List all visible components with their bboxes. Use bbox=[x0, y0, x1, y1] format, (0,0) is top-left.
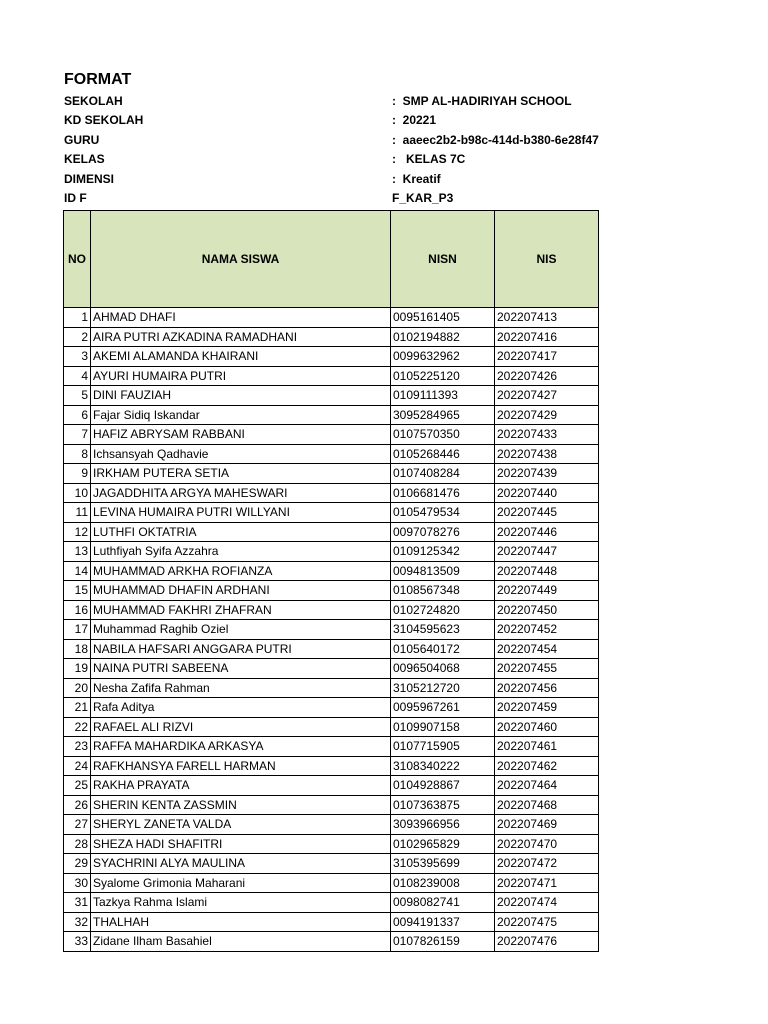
student-nis: 202207440 bbox=[495, 483, 599, 503]
row-number: 28 bbox=[64, 834, 91, 854]
student-nisn: 0105479534 bbox=[391, 503, 495, 523]
student-name: Ichsansyah Qadhavie bbox=[91, 444, 391, 464]
info-label: DIMENSI bbox=[64, 172, 115, 186]
row-number: 24 bbox=[64, 756, 91, 776]
student-nis: 202207438 bbox=[495, 444, 599, 464]
row-number: 2 bbox=[64, 327, 91, 347]
row-number: 7 bbox=[64, 425, 91, 445]
info-value: : SMP AL-HADIRIYAH SCHOOL bbox=[392, 94, 572, 108]
table-row bbox=[64, 815, 599, 835]
student-name: Syalome Grimonia Maharani bbox=[91, 873, 391, 893]
table-row bbox=[64, 503, 599, 523]
table-row bbox=[64, 776, 599, 796]
student-name: DINI FAUZIAH bbox=[91, 386, 391, 406]
row-number: 10 bbox=[64, 483, 91, 503]
student-name: Rafa Aditya bbox=[91, 698, 391, 718]
row-number: 31 bbox=[64, 893, 91, 913]
student-nis: 202207462 bbox=[495, 756, 599, 776]
table-row bbox=[64, 522, 599, 542]
table-row bbox=[64, 639, 599, 659]
table-row bbox=[64, 834, 599, 854]
student-name: Fajar Sidiq Iskandar bbox=[91, 405, 391, 425]
student-name: SHERYL ZANETA VALDA bbox=[91, 815, 391, 835]
table-header-row bbox=[64, 211, 599, 308]
student-name: LEVINA HUMAIRA PUTRI WILLYANI bbox=[91, 503, 391, 523]
table-row bbox=[64, 795, 599, 815]
student-nis: 202207439 bbox=[495, 464, 599, 484]
row-number: 6 bbox=[64, 405, 91, 425]
student-name: SHERIN KENTA ZASSMIN bbox=[91, 795, 391, 815]
student-name: MUHAMMAD DHAFIN ARDHANI bbox=[91, 581, 391, 601]
table-row bbox=[64, 932, 599, 952]
student-nis: 202207417 bbox=[495, 347, 599, 367]
row-number: 9 bbox=[64, 464, 91, 484]
student-nis: 202207455 bbox=[495, 659, 599, 679]
student-name: RAKHA PRAYATA bbox=[91, 776, 391, 796]
student-nis: 202207433 bbox=[495, 425, 599, 445]
student-name: THALHAH bbox=[91, 912, 391, 932]
student-nis: 202207429 bbox=[495, 405, 599, 425]
student-nisn: 0109125342 bbox=[391, 542, 495, 562]
info-value: : Kreatif bbox=[392, 172, 441, 186]
student-name: RAFKHANSYA FARELL HARMAN bbox=[91, 756, 391, 776]
student-nisn: 0109111393 bbox=[391, 386, 495, 406]
info-label: KD SEKOLAH bbox=[64, 113, 144, 127]
info-value: F_KAR_P3 bbox=[392, 191, 454, 205]
student-nisn: 0102194882 bbox=[391, 327, 495, 347]
student-nis: 202207449 bbox=[495, 581, 599, 601]
student-name: MUHAMMAD ARKHA ROFIANZA bbox=[91, 561, 391, 581]
info-value: : aaeec2b2-b98c-414d-b380-6e28f47 bbox=[392, 133, 599, 147]
student-nis: 202207413 bbox=[495, 308, 599, 328]
table-row bbox=[64, 893, 599, 913]
info-label: SEKOLAH bbox=[64, 94, 123, 108]
student-name: AKEMI ALAMANDA KHAIRANI bbox=[91, 347, 391, 367]
table-row bbox=[64, 327, 599, 347]
student-nisn: 0107408284 bbox=[391, 464, 495, 484]
student-name: Luthfiyah Syifa Azzahra bbox=[91, 542, 391, 562]
table-row bbox=[64, 698, 599, 718]
row-number: 12 bbox=[64, 522, 91, 542]
table-row bbox=[64, 366, 599, 386]
student-nisn: 0104928867 bbox=[391, 776, 495, 796]
student-name: SYACHRINI ALYA MAULINA bbox=[91, 854, 391, 874]
student-nisn: 0107715905 bbox=[391, 737, 495, 757]
row-number: 30 bbox=[64, 873, 91, 893]
student-nis: 202207471 bbox=[495, 873, 599, 893]
student-nis: 202207475 bbox=[495, 912, 599, 932]
info-row-kelas bbox=[64, 150, 604, 169]
student-name: AYURI HUMAIRA PUTRI bbox=[91, 366, 391, 386]
student-nisn: 0096504068 bbox=[391, 659, 495, 679]
row-number: 15 bbox=[64, 581, 91, 601]
student-nisn: 0107363875 bbox=[391, 795, 495, 815]
row-number: 22 bbox=[64, 717, 91, 737]
table-row bbox=[64, 717, 599, 737]
student-name: HAFIZ ABRYSAM RABBANI bbox=[91, 425, 391, 445]
student-name: JAGADDHITA ARGYA MAHESWARI bbox=[91, 483, 391, 503]
student-nisn: 3095284965 bbox=[391, 405, 495, 425]
row-number: 4 bbox=[64, 366, 91, 386]
student-nisn: 0105268446 bbox=[391, 444, 495, 464]
student-name: IRKHAM PUTERA SETIA bbox=[91, 464, 391, 484]
row-number: 16 bbox=[64, 600, 91, 620]
student-nisn: 0108239008 bbox=[391, 873, 495, 893]
row-number: 19 bbox=[64, 659, 91, 679]
table-row bbox=[64, 425, 599, 445]
student-name: Muhammad Raghib Oziel bbox=[91, 620, 391, 640]
student-nisn: 0109907158 bbox=[391, 717, 495, 737]
student-name: MUHAMMAD FAKHRI ZHAFRAN bbox=[91, 600, 391, 620]
table-row bbox=[64, 347, 599, 367]
student-nisn: 3104595623 bbox=[391, 620, 495, 640]
table-row bbox=[64, 542, 599, 562]
student-nisn: 3093966956 bbox=[391, 815, 495, 835]
table-row bbox=[64, 912, 599, 932]
table-row bbox=[64, 561, 599, 581]
table-row bbox=[64, 386, 599, 406]
row-number: 29 bbox=[64, 854, 91, 874]
student-nis: 202207448 bbox=[495, 561, 599, 581]
info-value: : 20221 bbox=[392, 113, 437, 127]
student-nis: 202207461 bbox=[495, 737, 599, 757]
student-nisn: 0095967261 bbox=[391, 698, 495, 718]
student-name: AHMAD DHAFI bbox=[91, 308, 391, 328]
student-name: RAFFA MAHARDIKA ARKASYA bbox=[91, 737, 391, 757]
column-header-no: NO bbox=[64, 211, 91, 308]
row-number: 20 bbox=[64, 678, 91, 698]
student-nis: 202207464 bbox=[495, 776, 599, 796]
table-row bbox=[64, 873, 599, 893]
student-nisn: 0107826159 bbox=[391, 932, 495, 952]
table-row bbox=[64, 483, 599, 503]
table-row bbox=[64, 444, 599, 464]
row-number: 32 bbox=[64, 912, 91, 932]
student-nis: 202207468 bbox=[495, 795, 599, 815]
row-number: 25 bbox=[64, 776, 91, 796]
student-nis: 202207459 bbox=[495, 698, 599, 718]
student-nisn: 3105395699 bbox=[391, 854, 495, 874]
student-nis: 202207454 bbox=[495, 639, 599, 659]
info-label: KELAS bbox=[64, 152, 105, 166]
student-nis: 202207445 bbox=[495, 503, 599, 523]
student-nis: 202207450 bbox=[495, 600, 599, 620]
row-number: 8 bbox=[64, 444, 91, 464]
student-nisn: 0098082741 bbox=[391, 893, 495, 913]
table-row bbox=[64, 464, 599, 484]
row-number: 21 bbox=[64, 698, 91, 718]
row-number: 33 bbox=[64, 932, 91, 952]
info-row-kd-sekolah bbox=[64, 111, 604, 130]
student-name: NAINA PUTRI SABEENA bbox=[91, 659, 391, 679]
column-header-nama-siswa: NAMA SISWA bbox=[91, 211, 391, 308]
row-number: 3 bbox=[64, 347, 91, 367]
student-nisn: 0106681476 bbox=[391, 483, 495, 503]
student-nisn: 3105212720 bbox=[391, 678, 495, 698]
info-row-sekolah bbox=[64, 92, 604, 111]
student-nis: 202207474 bbox=[495, 893, 599, 913]
table-row bbox=[64, 308, 599, 328]
row-number: 11 bbox=[64, 503, 91, 523]
student-table bbox=[63, 210, 599, 952]
student-nisn: 0099632962 bbox=[391, 347, 495, 367]
student-name: SHEZA HADI SHAFITRI bbox=[91, 834, 391, 854]
row-number: 18 bbox=[64, 639, 91, 659]
student-nis: 202207469 bbox=[495, 815, 599, 835]
student-nisn: 3108340222 bbox=[391, 756, 495, 776]
student-nis: 202207427 bbox=[495, 386, 599, 406]
table-row bbox=[64, 678, 599, 698]
info-row-dimensi bbox=[64, 170, 604, 189]
student-nisn: 0094813509 bbox=[391, 561, 495, 581]
row-number: 5 bbox=[64, 386, 91, 406]
table-row bbox=[64, 756, 599, 776]
table-row bbox=[64, 854, 599, 874]
student-nis: 202207447 bbox=[495, 542, 599, 562]
row-number: 13 bbox=[64, 542, 91, 562]
column-header-nis: NIS bbox=[495, 211, 599, 308]
student-nis: 202207452 bbox=[495, 620, 599, 640]
student-nisn: 0097078276 bbox=[391, 522, 495, 542]
info-value: : KELAS 7C bbox=[392, 152, 466, 166]
table-row bbox=[64, 737, 599, 757]
info-row-guru bbox=[64, 131, 604, 150]
student-nisn: 0102724820 bbox=[391, 600, 495, 620]
student-name: NABILA HAFSARI ANGGARA PUTRI bbox=[91, 639, 391, 659]
student-nis: 202207460 bbox=[495, 717, 599, 737]
student-nis: 202207472 bbox=[495, 854, 599, 874]
column-header-nisn: NISN bbox=[391, 211, 495, 308]
row-number: 14 bbox=[64, 561, 91, 581]
table-row bbox=[64, 405, 599, 425]
student-nis: 202207416 bbox=[495, 327, 599, 347]
student-nis: 202207456 bbox=[495, 678, 599, 698]
info-label: ID F bbox=[64, 191, 87, 205]
student-nisn: 0105225120 bbox=[391, 366, 495, 386]
row-number: 26 bbox=[64, 795, 91, 815]
student-name: Zidane Ilham Basahiel bbox=[91, 932, 391, 952]
student-nisn: 0107570350 bbox=[391, 425, 495, 445]
info-row-id-format bbox=[64, 189, 604, 208]
table-row bbox=[64, 600, 599, 620]
student-name: Nesha Zafifa Rahman bbox=[91, 678, 391, 698]
student-name: LUTHFI OKTATRIA bbox=[91, 522, 391, 542]
table-row bbox=[64, 620, 599, 640]
row-number: 23 bbox=[64, 737, 91, 757]
row-number: 27 bbox=[64, 815, 91, 835]
student-name: RAFAEL ALI RIZVI bbox=[91, 717, 391, 737]
student-nisn: 0108567348 bbox=[391, 581, 495, 601]
row-number: 1 bbox=[64, 308, 91, 328]
student-name: AIRA PUTRI AZKADINA RAMADHANI bbox=[91, 327, 391, 347]
student-nisn: 0095161405 bbox=[391, 308, 495, 328]
form-title: FORMAT bbox=[64, 71, 132, 88]
table-row bbox=[64, 581, 599, 601]
student-nis: 202207476 bbox=[495, 932, 599, 952]
student-nis: 202207426 bbox=[495, 366, 599, 386]
student-nis: 202207470 bbox=[495, 834, 599, 854]
table-row bbox=[64, 659, 599, 679]
info-label: GURU bbox=[64, 133, 100, 147]
student-nis: 202207446 bbox=[495, 522, 599, 542]
student-nisn: 0102965829 bbox=[391, 834, 495, 854]
student-nisn: 0105640172 bbox=[391, 639, 495, 659]
student-name: Tazkya Rahma Islami bbox=[91, 893, 391, 913]
row-number: 17 bbox=[64, 620, 91, 640]
student-nisn: 0094191337 bbox=[391, 912, 495, 932]
